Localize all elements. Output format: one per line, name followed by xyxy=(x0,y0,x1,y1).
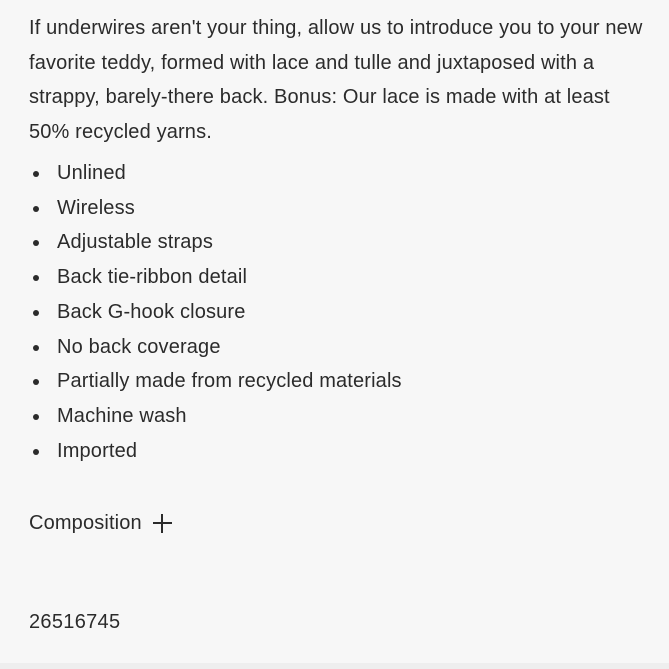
feature-item xyxy=(29,260,402,295)
bullet-icon xyxy=(33,275,39,281)
feature-text: No back coverage xyxy=(57,335,221,358)
plus-icon[interactable] xyxy=(153,514,172,533)
bullet-icon xyxy=(33,449,39,455)
bullet-icon xyxy=(33,240,39,246)
feature-text: Imported xyxy=(57,439,138,462)
feature-item xyxy=(29,434,402,469)
feature-text: Wireless xyxy=(57,196,135,219)
bullet-icon xyxy=(33,379,39,385)
feature-item xyxy=(29,364,402,399)
product-description: If underwires aren't your thing, allow us to introduce you to your new favorite teddy, formed with lace and tulle and juxtaposed with a strappy, barely-there back. Bonus: Our lace is made with at least 50% recycled yarns. xyxy=(29,17,643,143)
feature-item xyxy=(29,399,402,434)
bullet-icon xyxy=(33,310,39,316)
feature-item xyxy=(29,295,402,330)
feature-text: Partially made from recycled materials xyxy=(57,370,402,393)
bullet-icon xyxy=(33,345,39,351)
bullet-icon xyxy=(33,171,39,177)
composition-toggle[interactable] xyxy=(29,506,172,540)
composition-label: Composition xyxy=(29,512,142,534)
bullet-icon xyxy=(33,414,39,420)
feature-item xyxy=(29,156,402,191)
item-number: 26516745 xyxy=(29,611,121,633)
feature-list xyxy=(29,156,402,468)
feature-item xyxy=(29,330,402,365)
feature-text: Machine wash xyxy=(57,404,187,427)
feature-text: Back G-hook closure xyxy=(57,300,246,323)
feature-text: Unlined xyxy=(57,162,126,184)
feature-text: Adjustable straps xyxy=(57,231,213,254)
feature-item xyxy=(29,225,402,260)
bullet-icon xyxy=(33,206,39,212)
feature-text: Back tie-ribbon detail xyxy=(57,266,248,289)
feature-item xyxy=(29,191,402,226)
